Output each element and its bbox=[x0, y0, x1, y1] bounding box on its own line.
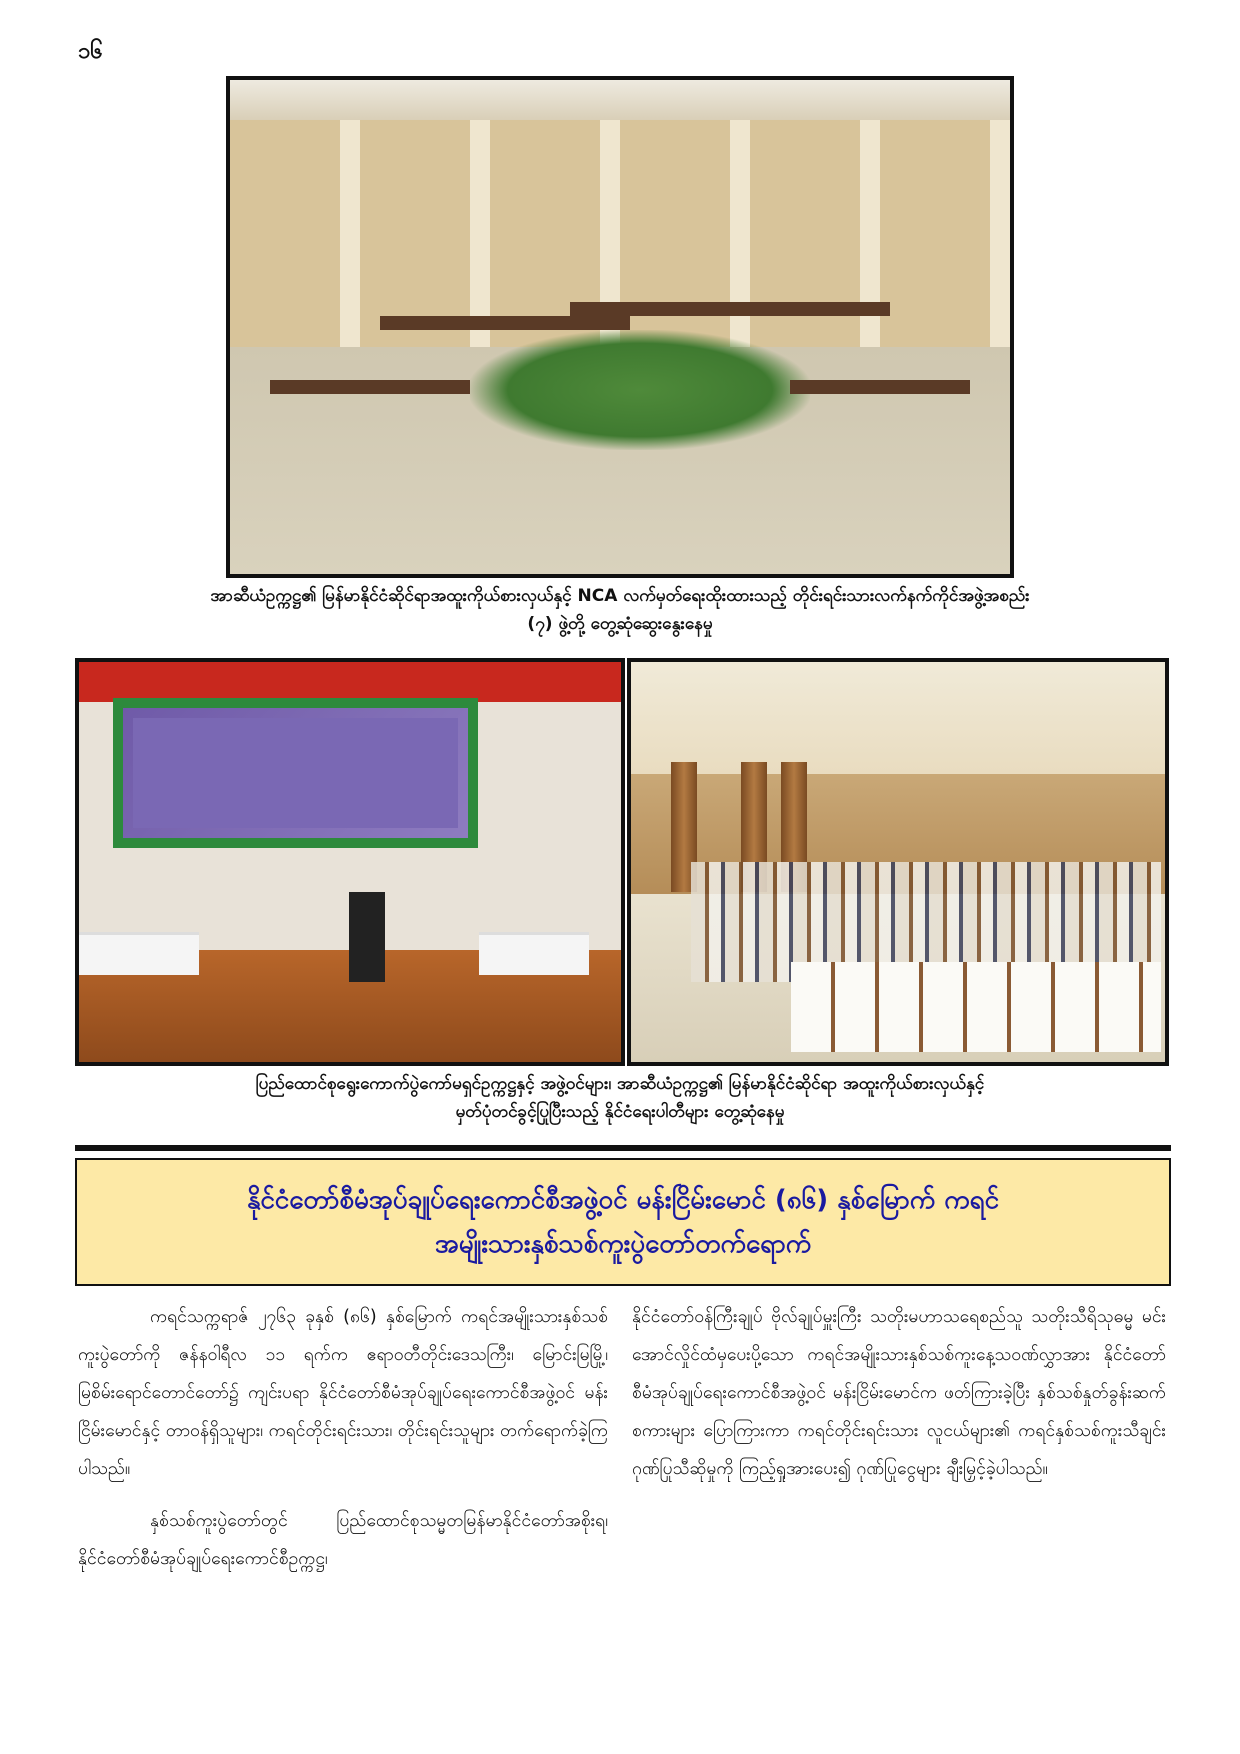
article-paragraph: ကရင်သက္ကရာဇ် ၂၇၆၃ ခုနှစ် (၈၆) နှစ်မြောက် ကရင်အမျိုးသားနှစ်သစ်ကူးပွဲတော်ကို ဇန်နဝါရီလ ၁၁ ရက်က ဧရာဝတီတိုင်းဒေသကြီး၊ မြောင်းမြမြို့၊ မြစိမ်းရောင်တောင်တော်၌ ကျင်းပရာ နိုင်ငံတော်စီမံအုပ်ချုပ်ရေးကောင်စီအဖွဲ့ဝင် မန်းငြိမ်းမောင်နှင့် တာဝန်ရှိသူများ၊ ကရင်တိုင်းရင်းသား၊ တိုင်းရင်းသူများ တက်ရောက်ခဲ့ကြပါသည်။ bbox=[78, 1307, 608, 1479]
meeting-room-photo bbox=[226, 76, 1014, 578]
photo-podium bbox=[349, 892, 385, 982]
headline-line: အမျိုးသားနှစ်သစ်ကူးပွဲတော်တက်ရောက် bbox=[434, 1229, 812, 1259]
photo-table bbox=[79, 932, 199, 975]
photo-table-far bbox=[380, 316, 630, 330]
caption-line: (၇) ဖွဲ့တို့ တွေ့ဆုံဆွေးနွေးနေမှု bbox=[527, 614, 713, 634]
photo-garden bbox=[470, 330, 810, 450]
photo-screen bbox=[113, 698, 478, 848]
photo-chairs bbox=[791, 962, 1161, 1052]
caption-line: ပြည်ထောင်စုရွေးကောက်ပွဲကော်မရှင်ဥက္ကဋ္ဌနှင့် အဖွဲ့ဝင်များ၊ အာဆီယံဥက္ကဋ္ဌ၏ မြန်မာနိုင်ငံဆိုင်ရာ အထူးကိုယ်စားလှယ်နှင့် bbox=[255, 1074, 985, 1094]
article-paragraph: နှစ်သစ်ကူးပွဲတော်တွင် ပြည်ထောင်စုသမ္မတမြန်မာနိုင်ငံတော်အစိုးရ၊ နိုင်ငံတော်စီမံအုပ်ချုပ်ရေးကောင်စီဥက္ကဋ္ဌ၊ bbox=[78, 1511, 608, 1569]
photo-table-left bbox=[270, 380, 470, 394]
section-divider bbox=[75, 1145, 1171, 1151]
photo-table bbox=[479, 932, 589, 975]
article-column-left bbox=[78, 1298, 608, 1592]
photo-table-right bbox=[790, 380, 970, 394]
election-commission-photo bbox=[75, 658, 625, 1066]
article-paragraph: နိုင်ငံတော်ဝန်ကြီးချုပ် ဗိုလ်ချုပ်မှူးကြီး သတိုးမဟာသရေစည်သူ သတိုးသီရိသုဓမ္မ မင်းအောင်လှိုင်ထံမှပေးပို့သော ကရင်အမျိုးသားနှစ်သစ်ကူးနေ့သဝဏ်လွှာအား နိုင်ငံတော်စီမံအုပ်ချုပ်ရေးကောင်စီအဖွဲ့ဝင် မန်းငြိမ်းမောင်က ဖတ်ကြားခဲ့ပြီး နှစ်သစ်နှုတ်ခွန်းဆက်စကားများ ပြောကြားကာ ကရင်တိုင်းရင်းသား လူငယ်များ၏ ကရင်နှစ်သစ်ကူးသီချင်း ဂုဏ်ပြုသီဆိုမှုကို ကြည့်ရှုအားပေး၍ ဂုဏ်ပြုငွေများ ချီးမြှင့်ခဲ့ပါသည်။ bbox=[632, 1307, 1166, 1479]
page-number: ၁၆ bbox=[78, 39, 103, 64]
photo-bottom-caption bbox=[75, 1070, 1165, 1126]
headline-line: နိုင်ငံတော်စီမံအုပ်ချုပ်ရေးကောင်စီအဖွဲ့ဝင် မန်းငြိမ်းမောင် (၈၆) နှစ်မြောက် ကရင် bbox=[246, 1185, 1000, 1215]
photo-ceiling bbox=[230, 80, 1010, 120]
political-parties-photo bbox=[627, 658, 1169, 1066]
photo-table-far-right bbox=[570, 302, 890, 316]
caption-line: အာဆီယံဥက္ကဋ္ဌ၏ မြန်မာနိုင်ငံဆိုင်ရာအထူးကိုယ်စားလှယ်နှင့် NCA လက်မှတ်ရေးထိုးထားသည့် တိုင်းရင်းသားလက်နက်ကိုင်အဖွဲ့အစည်း bbox=[210, 586, 1030, 606]
caption-line: မှတ်ပုံတင်ခွင့်ပြုပြီးသည့် နိုင်ငံရေးပါတီများ တွေ့ဆုံနေမှု bbox=[455, 1102, 785, 1122]
article-column-right bbox=[632, 1298, 1166, 1502]
photo-top-caption bbox=[75, 582, 1165, 638]
article-headline-box bbox=[75, 1158, 1171, 1286]
